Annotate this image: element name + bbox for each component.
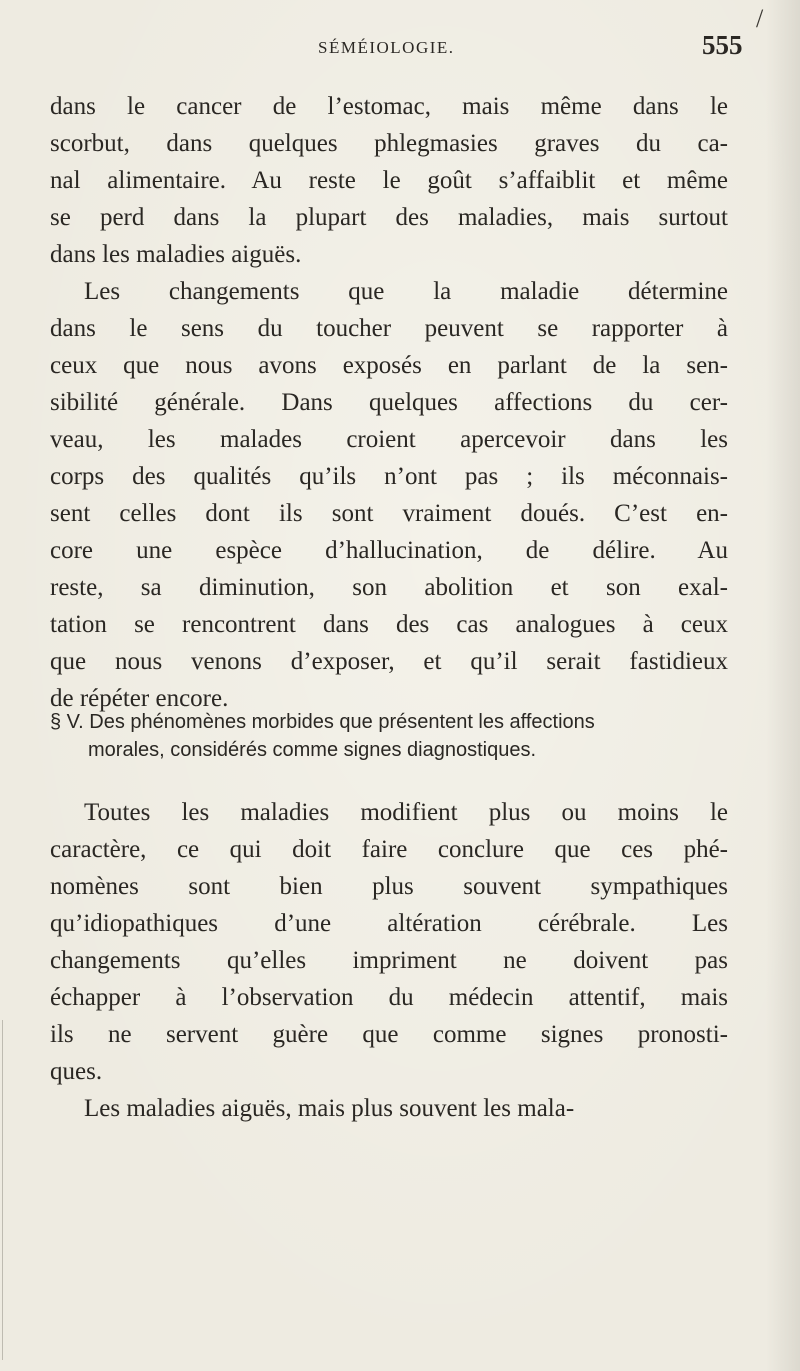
text-line: scorbut, dans quelques phlegmasies graves du ca-	[50, 130, 728, 157]
section-heading	[50, 708, 730, 764]
page-number: 555	[702, 30, 743, 60]
paragraph-1	[50, 88, 728, 273]
paragraph-3	[50, 794, 728, 1090]
text-line: échapper à l’observation du médecin attentif, mais	[50, 984, 728, 1011]
text-line: Les maladies aiguës, mais plus souvent les mala-	[84, 1095, 575, 1122]
text-line: nomènes sont bien plus souvent sympathiques	[50, 873, 728, 900]
text-line: core une espèce d’hallucination, de délire. Au	[50, 537, 728, 564]
section-heading-line: § V. Des phénomènes morbides que présentent les affections	[50, 711, 595, 733]
text-line: dans le sens du toucher peuvent se rapporter à	[50, 315, 728, 342]
page-edge-shadow	[766, 0, 800, 1371]
text-line: sibilité générale. Dans quelques affections du cer-	[50, 389, 728, 416]
text-line: ceux que nous avons exposés en parlant de la sen-	[50, 352, 728, 379]
text-line: que nous venons d’exposer, et qu’il serait fastidieux	[50, 648, 728, 675]
corner-mark: /	[756, 4, 764, 33]
text-line: de répéter encore.	[50, 685, 229, 712]
text-line: tation se rencontrent dans des cas analogues à ceux	[50, 611, 728, 638]
paragraph-4	[50, 1090, 728, 1127]
text-line: corps des qualités qu’ils n’ont pas ; ils méconnais-	[50, 463, 728, 490]
text-line: Toutes les maladies modifient plus ou moins le	[84, 799, 728, 826]
body-text-lower	[50, 794, 728, 1127]
text-line: sent celles dont ils sont vraiment doués. C’est en-	[50, 500, 728, 527]
text-line: dans les maladies aiguës.	[50, 241, 302, 268]
page-header	[0, 30, 800, 70]
text-line: ques.	[50, 1058, 103, 1085]
text-line: qu’idiopathiques d’une altération cérébrale. Les	[50, 910, 728, 937]
text-line: veau, les malades croient apercevoir dans les	[50, 426, 728, 453]
page-margin-rule	[2, 1020, 3, 1360]
body-text-upper	[50, 88, 728, 717]
text-line: Les changements que la maladie détermine	[84, 278, 728, 305]
text-line: changements qu’elles impriment ne doivent pas	[50, 947, 728, 974]
section-heading-line: morales, considérés comme signes diagnostiques.	[88, 739, 536, 761]
text-line: reste, sa diminution, son abolition et son exal-	[50, 574, 728, 601]
text-line: nal alimentaire. Au reste le goût s’affaiblit et même	[50, 167, 728, 194]
text-line: ils ne servent guère que comme signes pronosti-	[50, 1021, 728, 1048]
text-line: se perd dans la plupart des maladies, mais surtout	[50, 204, 728, 231]
text-line: caractère, ce qui doit faire conclure que ces phé-	[50, 836, 728, 863]
text-line: dans le cancer de l’estomac, mais même dans le	[50, 93, 728, 120]
paragraph-2	[50, 273, 728, 717]
running-title: SÉMÉIOLOGIE.	[318, 38, 455, 57]
